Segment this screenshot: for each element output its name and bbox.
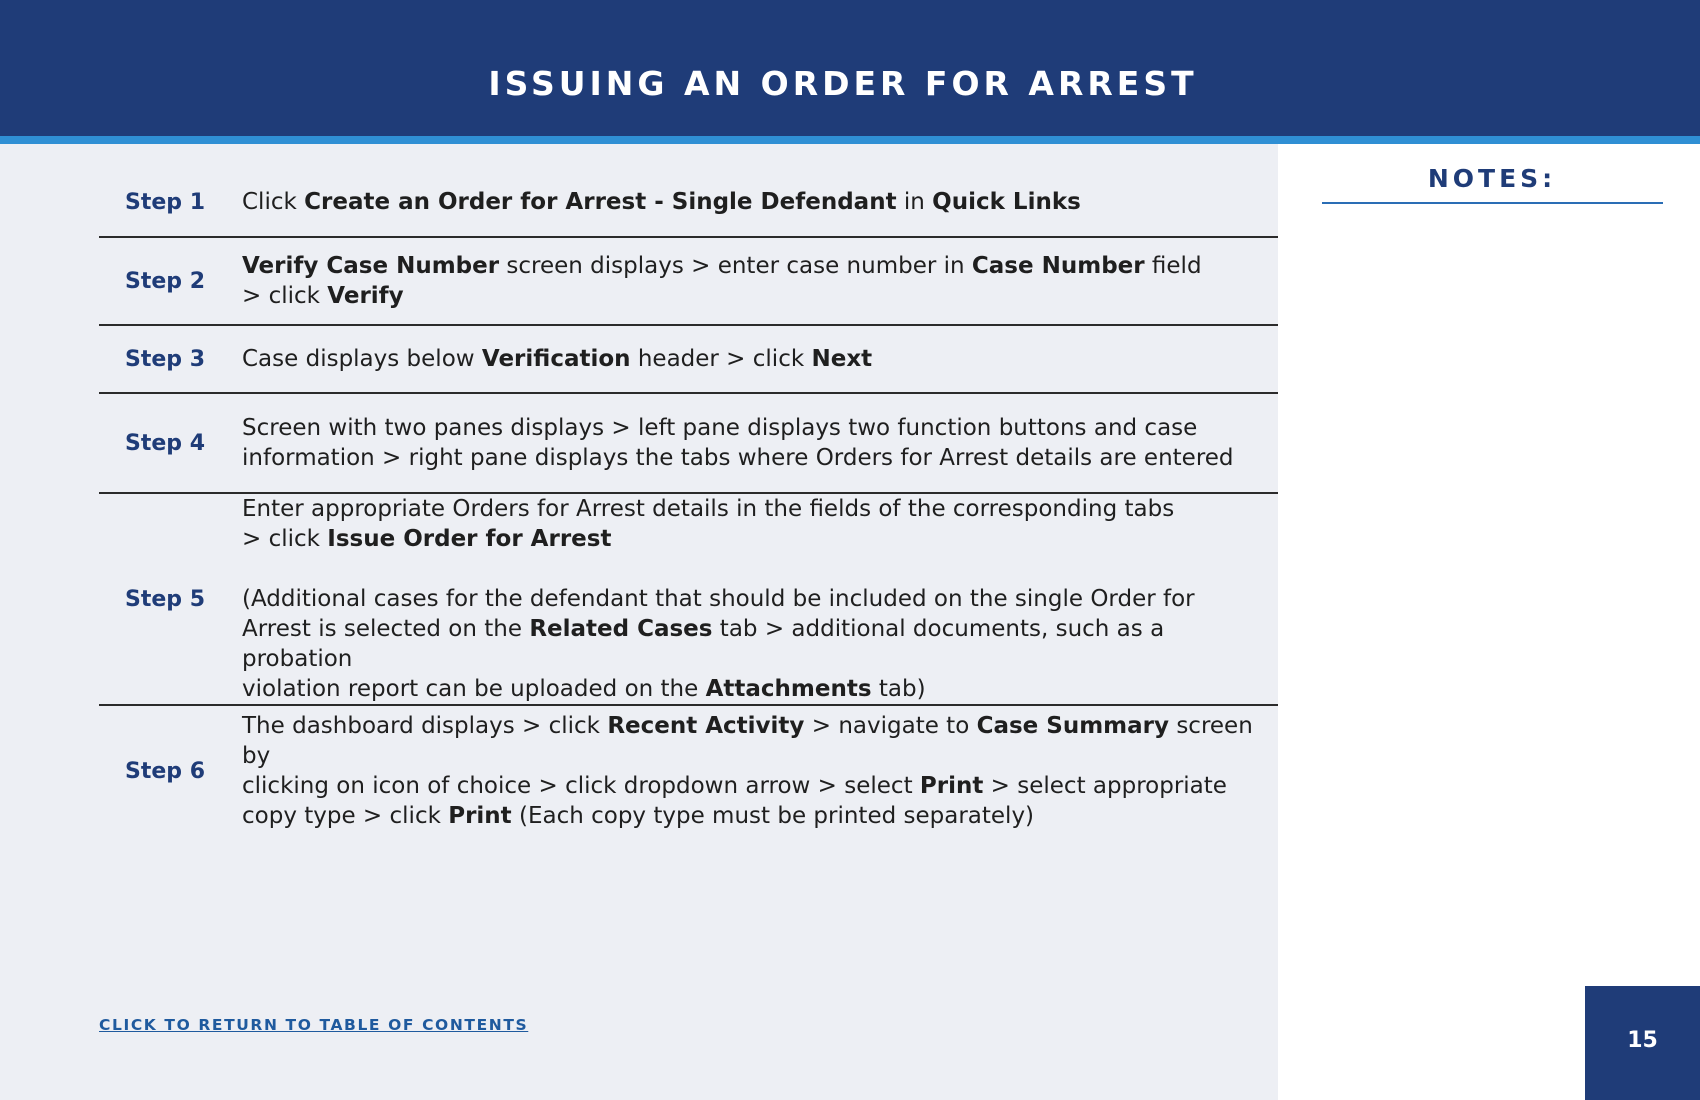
step-text-line — [242, 711, 1268, 771]
step-text-run: (Each copy type must be printed separately) — [511, 803, 1035, 829]
step-text-bold: Quick Links — [932, 189, 1081, 215]
step-text-run: > click — [242, 283, 328, 309]
step-text-run: Click — [242, 189, 305, 215]
step-row — [99, 706, 1278, 836]
page-number-box — [1585, 986, 1700, 1100]
step-text-run: header > click — [630, 346, 812, 372]
step-label: Step 1 — [125, 189, 205, 215]
step-text — [242, 251, 1278, 311]
step-text-bold: Next — [811, 346, 873, 372]
step-text-run: tab > additional documents, such as a probation — [242, 616, 1165, 672]
step-label: Step 4 — [125, 430, 205, 456]
step-text-line — [242, 554, 1268, 584]
step-label: Step 6 — [125, 758, 205, 784]
step-text-run: information > right pane displays the tabs where Orders for Arrest details are entered — [242, 445, 1234, 471]
step-text-bold: Case Summary — [976, 713, 1170, 739]
step-text — [242, 413, 1278, 473]
step-text — [242, 494, 1278, 704]
step-text-bold: Related Cases — [529, 616, 713, 642]
step-text-bold: Print — [919, 773, 984, 799]
step-text-run: screen displays > enter case number in — [499, 253, 972, 279]
step-text-bold: Print — [448, 803, 512, 829]
step-text-line — [242, 344, 1268, 374]
step-text-line — [242, 524, 1268, 554]
step-text-line — [242, 251, 1268, 281]
step-text — [242, 187, 1278, 217]
step-text-line — [242, 413, 1268, 443]
step-text-run: clicking on icon of choice > click dropdown arrow > select — [242, 773, 920, 799]
step-row — [99, 326, 1278, 394]
step-row — [99, 168, 1278, 238]
step-text-run: The dashboard displays > click — [242, 713, 608, 739]
step-label: Step 2 — [125, 268, 205, 294]
step-text-line — [242, 281, 1268, 311]
step-text-run: copy type > click — [242, 803, 449, 829]
step-text-line — [242, 443, 1268, 473]
step-row — [99, 394, 1278, 494]
notes-heading: NOTES: — [1427, 164, 1557, 193]
step-text-bold: Create an Order for Arrest - Single Defendant — [304, 189, 897, 215]
notes-divider — [1322, 202, 1663, 204]
step-text-run: Arrest is selected on the — [242, 616, 530, 642]
header-accent-stripe — [0, 136, 1700, 144]
step-text-bold: Verify — [327, 283, 404, 309]
page-header — [0, 0, 1700, 136]
step-row — [99, 494, 1278, 706]
step-text-run: Enter appropriate Orders for Arrest details in the fields of the corresponding tabs — [242, 496, 1175, 522]
step-text-run: tab) — [871, 676, 926, 702]
step-text-run: > select appropriate — [983, 773, 1227, 799]
step-text-run: Screen with two panes displays > left pane displays two function buttons and case — [242, 415, 1198, 441]
step-text-bold: Verification — [481, 346, 631, 372]
step-text-run: field — [1144, 253, 1202, 279]
step-text-run: screen by — [242, 713, 1253, 769]
step-text-bold: Case Number — [971, 253, 1145, 279]
step-text-bold: Issue Order for Arrest — [327, 526, 612, 552]
step-text-line — [242, 494, 1268, 524]
step-text-line — [242, 674, 1268, 704]
step-text-line — [242, 187, 1268, 217]
step-row — [99, 238, 1278, 326]
steps-table — [99, 168, 1278, 836]
step-text-run: (Additional cases for the defendant that should be included on the single Order for — [242, 586, 1195, 612]
step-text-bold: Attachments — [705, 676, 872, 702]
step-text — [242, 344, 1278, 374]
step-text-run: Case displays below — [242, 346, 482, 372]
step-text-run: > click — [242, 526, 328, 552]
step-label: Step 5 — [125, 586, 205, 612]
step-text — [242, 711, 1278, 831]
page-title: ISSUING AN ORDER FOR ARREST — [488, 64, 1198, 103]
step-text-line — [242, 614, 1268, 674]
step-text-run: in — [896, 189, 933, 215]
step-text-run: violation report can be uploaded on the — [242, 676, 706, 702]
step-label: Step 3 — [125, 346, 205, 372]
step-text-line — [242, 584, 1268, 614]
table-of-contents-link[interactable]: CLICK TO RETURN TO TABLE OF CONTENTS — [99, 1016, 529, 1034]
step-text-bold: Recent Activity — [607, 713, 805, 739]
page-number: 15 — [1627, 1028, 1658, 1053]
step-text-line — [242, 801, 1268, 831]
step-text-run: > navigate to — [804, 713, 977, 739]
step-text-bold: Verify Case Number — [242, 253, 500, 279]
step-text-line — [242, 771, 1268, 801]
